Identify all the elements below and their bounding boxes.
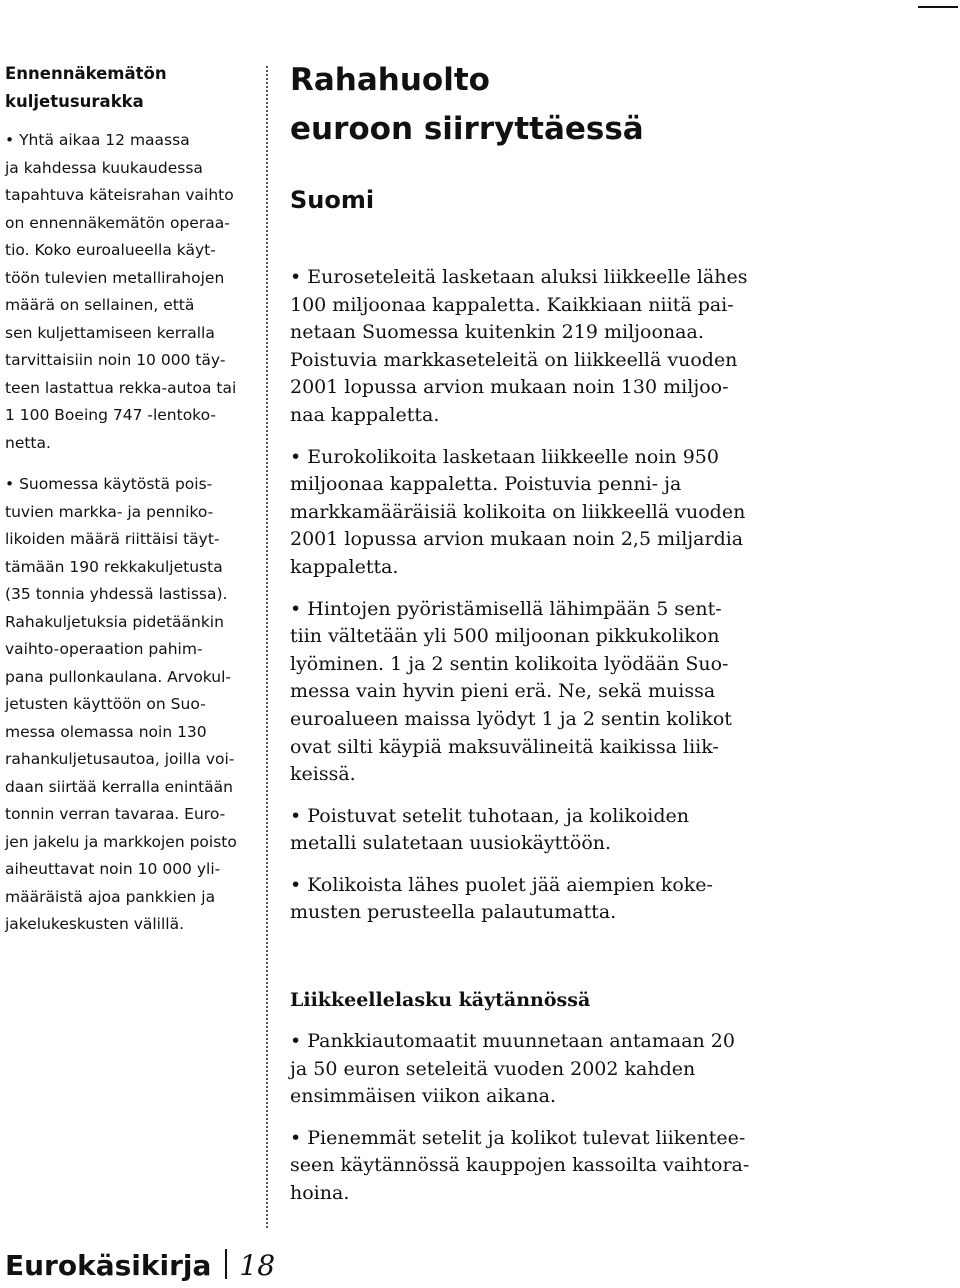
sidebar-paragraph-line: tonnin verran tavaraa. Euro- — [5, 805, 226, 823]
sidebar-paragraph-line: jakelukeskusten välillä. — [5, 915, 185, 933]
bullet-item-line: • Poistuvat setelit tuhotaan, ja kolikoiden — [290, 804, 690, 827]
main-bullet-list — [290, 264, 930, 927]
sidebar-paragraph-line: 1 100 Boeing 747 -lentoko- — [5, 406, 216, 424]
sidebar-paragraph-line: vaihto-operaation pahim- — [5, 640, 203, 658]
sidebar-paragraph-line: • Yhtä aikaa 12 maassa — [5, 131, 190, 149]
sidebar-paragraph-line: ja kahdessa kuukaudessa — [5, 158, 203, 177]
sidebar — [5, 60, 255, 953]
bullet-item-line: ensimmäisen viikon aikana. — [290, 1085, 556, 1108]
page-number: 18 — [239, 1249, 276, 1282]
page-title-line: Rahahuolto — [290, 62, 490, 98]
bullet-item-line: metalli sulatetaan uusiokäyttöön. — [290, 832, 612, 855]
bullet-item-line: kappaletta. — [290, 555, 399, 578]
bullet-item — [290, 444, 930, 582]
bullet-item-line: messa vain hyvin pieni erä. Ne, sekä muissa — [290, 680, 716, 703]
bullet-item-line: musten perusteella palautumatta. — [290, 901, 617, 924]
footer-brand: Eurokäsikirja — [5, 1249, 212, 1282]
bullet-item-line: • Kolikoista lähes puolet jää aiempien koke- — [290, 873, 713, 896]
bullet-item-line: netaan Suomessa kuitenkin 219 miljoonaa. — [290, 321, 704, 344]
bullet-item-line: euroalueen maissa lyödyt 1 ja 2 sentin kolikot — [290, 707, 732, 730]
bullet-item-line: • Euroseteleitä lasketaan aluksi liikkeelle lähes — [290, 266, 748, 288]
sidebar-title-line: kuljetusurakka — [5, 91, 144, 111]
sidebar-paragraph-line: määräistä ajoa pankkien ja — [5, 887, 216, 906]
footer-separator — [225, 1249, 227, 1279]
sidebar-paragraph-line: jetusten käyttöön on Suo- — [5, 695, 206, 713]
bullet-item-line: 100 miljoonaa kappaletta. Kaikkiaan niitä pai- — [290, 293, 734, 316]
bullet-item — [290, 264, 930, 430]
sidebar-paragraph-line: • Suomessa käytöstä pois- — [5, 475, 213, 493]
section2-bullet-list — [290, 1028, 930, 1208]
section-heading: Liikkeellelasku käytännössä — [290, 989, 591, 1011]
section-subtitle: Suomi — [290, 186, 375, 214]
bullet-item-line: seen käytännössä kauppojen kassoilta vaihtora- — [290, 1154, 750, 1177]
sidebar-paragraph-line: aiheuttavat noin 10 000 yli- — [5, 860, 221, 878]
bullet-item-line: • Hintojen pyöristämisellä lähimpään 5 sent- — [290, 597, 722, 620]
sidebar-paragraph-line: teen lastattua rekka-autoa tai — [5, 378, 237, 397]
bullet-item — [290, 596, 930, 789]
page-title-line: euroon siirryttäessä — [290, 111, 644, 147]
bullet-item-line: • Pienemmät setelit ja kolikot tulevat liikentee- — [290, 1126, 746, 1149]
bullet-item — [290, 872, 930, 927]
page-footer — [5, 1248, 275, 1284]
sidebar-paragraph-line: (35 tonnia yhdessä lastissa). — [5, 585, 228, 603]
section-liikkeellelasku — [290, 986, 930, 1222]
bullet-item — [290, 1028, 930, 1111]
sidebar-paragraph-line: daan siirtää kerralla enintään — [5, 777, 234, 796]
sidebar-paragraph-line: määrä on sellainen, että — [5, 296, 195, 314]
sidebar-paragraph-line: pana pullonkaulana. Arvokul- — [5, 667, 232, 686]
sidebar-paragraph-line: rahankuljetusautoa, joilla voi- — [5, 750, 235, 768]
bullet-item-line: ja 50 euron seteleitä vuoden 2002 kahden — [290, 1057, 696, 1080]
sidebar-paragraph-line: tarvittaisiin noin 10 000 täy- — [5, 351, 226, 369]
top-rule — [918, 6, 958, 8]
bullet-item-line: miljoonaa kappaletta. Poistuvia penni- ja — [290, 473, 682, 496]
bullet-item-line: naa kappaletta. — [290, 403, 440, 426]
bullet-item-line: tiin vältetään yli 500 miljoonan pikkukolikon — [290, 625, 720, 648]
bullet-item-line: hoina. — [290, 1181, 350, 1204]
main-column — [290, 56, 930, 941]
bullet-item-line: Poistuvia markkaseteleitä on liikkeellä vuoden — [290, 348, 738, 371]
sidebar-paragraph-line: tämään 190 rekkakuljetusta — [5, 557, 223, 576]
page-title — [290, 56, 930, 154]
sidebar-paragraph-line: netta. — [5, 433, 51, 452]
sidebar-title — [5, 60, 255, 115]
sidebar-paragraph-line: tuvien markka- ja penniko- — [5, 502, 214, 521]
bullet-item-line: lyöminen. 1 ja 2 sentin kolikoita lyödään Suo- — [290, 652, 729, 675]
bullet-item-line: • Eurokolikoita lasketaan liikkeelle noin 950 — [290, 445, 719, 468]
sidebar-paragraph-line: jen jakelu ja markkojen poisto — [5, 832, 237, 851]
bullet-item — [290, 1125, 930, 1208]
sidebar-paragraphs — [5, 127, 255, 939]
bullet-item-line: 2001 lopussa arvion mukaan noin 2,5 miljardia — [290, 528, 744, 551]
bullet-item-line: 2001 lopussa arvion mukaan noin 130 miljoo- — [290, 376, 729, 399]
sidebar-paragraph — [5, 127, 255, 457]
sidebar-paragraph — [5, 471, 255, 939]
bullet-item — [290, 803, 930, 858]
bullet-item-line: markkamääräisiä kolikoita on liikkeellä vuoden — [290, 500, 746, 523]
sidebar-paragraph-line: töön tulevien metallirahojen — [5, 268, 225, 287]
bullet-item-line: keissä. — [290, 763, 356, 786]
sidebar-paragraph-line: tio. Koko euroalueella käyt- — [5, 241, 216, 259]
bullet-item-line: • Pankkiautomaatit muunnetaan antamaan 20 — [290, 1030, 735, 1052]
sidebar-paragraph-line: messa olemassa noin 130 — [5, 722, 207, 741]
sidebar-title-line: Ennennäkemätön — [5, 64, 167, 83]
sidebar-paragraph-line: tapahtuva käteisrahan vaihto — [5, 186, 234, 204]
sidebar-paragraph-line: on ennennäkemätön operaa- — [5, 213, 230, 232]
column-divider — [266, 66, 268, 1228]
sidebar-paragraph-line: Rahakuljetuksia pidetäänkin — [5, 612, 224, 631]
sidebar-paragraph-line: sen kuljettamiseen kerralla — [5, 323, 215, 342]
bullet-item-line: ovat silti käypiä maksuvälineitä kaikissa liik- — [290, 735, 719, 758]
sidebar-paragraph-line: likoiden määrä riittäisi täyt- — [5, 530, 220, 548]
